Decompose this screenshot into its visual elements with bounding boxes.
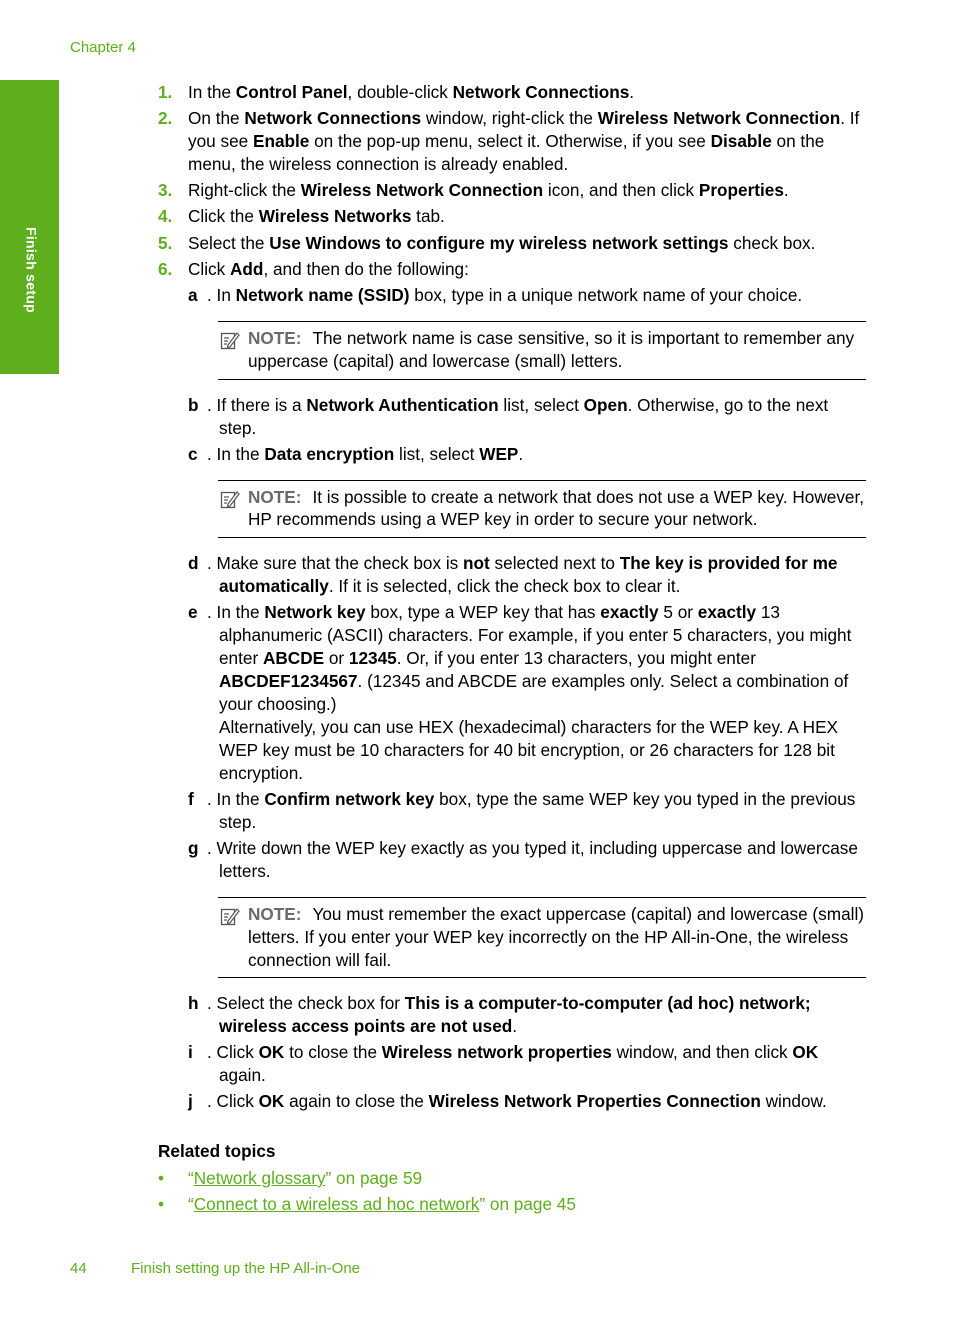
- step-number: 6.: [158, 259, 173, 280]
- substep-e: e . In the Network key box, type a WEP key that has exactly 5 or exactly 13 alphanumeric (ASCII) characters. For example, if you enter 5 characters, you might enter ABCDE or 12345. Or, if you enter 13 characters, you might enter ABCDEF1234567. (12345 and ABCDE are examples only. Select a combination of your choosing.) Alternatively, you can use HEX (hexadecimal) characters for the WEP key. A HEX WEP key must be 10 characters for 40 bit encryption, or 26 characters for 128 bit encryption.: [158, 601, 866, 784]
- bullet: •: [158, 1168, 165, 1189]
- note-pencil-icon: [220, 489, 240, 509]
- step-2: 2. On the Network Connections window, right-click the Wireless Network Connection. If you see Enable on the pop-up menu, select it. Otherwise, if you see Disable on the menu, the wireless connection is already enabled.: [158, 108, 860, 174]
- substep-letter: i: [188, 1042, 193, 1063]
- substep-letter: e: [188, 602, 198, 623]
- side-tab: [0, 80, 59, 374]
- chapter-header: Chapter 4: [70, 39, 136, 56]
- note-label: NOTE:: [248, 486, 302, 507]
- substep-letter: a: [188, 285, 198, 306]
- page-number: 44: [70, 1260, 87, 1277]
- substep-d: d . Make sure that the check box is not selected next to The key is provided for me automatically. If it is selected, click the check box to clear it.: [188, 553, 838, 597]
- related-item: • “Network glossary” on page 59: [158, 1168, 423, 1189]
- substep-letter: f: [188, 789, 194, 810]
- step-1: 1. In the Control Panel, double-click Network Connections.: [158, 82, 635, 102]
- substep-letter: j: [188, 1091, 193, 1112]
- step-4: 4. Click the Wireless Networks tab.: [158, 206, 445, 227]
- step-number: 4.: [158, 206, 173, 227]
- note-label: NOTE:: [248, 903, 302, 924]
- substep-e-paragraph-2: Alternatively, you can use HEX (hexadecimal) characters for the WEP key. A HEX WEP key must be 10 characters for 40 bit encryption, or 26 characters for 128 bit encryption.: [219, 717, 839, 783]
- substep-c: c . In the Data encryption list, select WEP.: [188, 443, 524, 464]
- related-item: • “Connect to a wireless ad hoc network” on page 45: [158, 1194, 576, 1215]
- main-content: [158, 81, 866, 1220]
- step-number: 2.: [158, 108, 173, 129]
- substep-letter: g: [188, 838, 199, 859]
- substep-letter: d: [188, 553, 199, 574]
- note-pencil-icon: [220, 330, 240, 350]
- note-box: [218, 480, 866, 539]
- step-number: 1.: [158, 82, 173, 102]
- note-text: It is possible to create a network that does not use a WEP key. However, HP recommends using a WEP key in order to secure your network.: [248, 486, 865, 530]
- step-5: 5. Select the Use Windows to configure my wireless network settings check box.: [158, 232, 816, 253]
- step-number: 5.: [158, 232, 173, 253]
- footer-title: Finish setting up the HP All-in-One: [131, 1260, 361, 1277]
- step-number: 3.: [158, 180, 173, 201]
- page-footer: [70, 1258, 360, 1281]
- step-3: 3. Right-click the Wireless Network Connection icon, and then click Properties.: [158, 180, 789, 201]
- adhoc-network-link[interactable]: Connect to a wireless ad hoc network: [193, 1194, 480, 1215]
- note-label: NOTE:: [248, 328, 302, 349]
- related-topics-heading: Related topics: [158, 1141, 276, 1162]
- substep-letter: b: [188, 394, 199, 415]
- substep-h: h . Select the check box for This is a computer-to-computer (ad hoc) network; wireless access points are not used.: [188, 993, 811, 1037]
- substep-b: b . If there is a Network Authentication list, select Open. Otherwise, go to the next step.: [188, 394, 829, 438]
- bullet: •: [158, 1194, 165, 1215]
- step-6: 6. Click Add, and then do the following:: [158, 259, 469, 280]
- substep-letter: c: [188, 443, 198, 464]
- network-glossary-link[interactable]: Network glossary: [193, 1168, 326, 1189]
- note-box: [218, 321, 866, 380]
- substep-j: j . Click OK again to close the Wireless Network Properties Connection window.: [188, 1091, 827, 1112]
- note-text: You must remember the exact uppercase (capital) and lowercase (small) letters. If you enter your WEP key incorrectly on the HP All-in-One, the wireless connection will fail.: [248, 903, 864, 970]
- note-text: The network name is case sensitive, so it is important to remember any uppercase (capital) and lowercase (small) letters.: [248, 328, 855, 371]
- side-tab-label: Finish setup: [23, 226, 40, 314]
- substep-g: g . Write down the WEP key exactly as you typed it, including uppercase and lowercase letters.: [188, 838, 858, 882]
- substep-letter: h: [188, 993, 199, 1014]
- note-pencil-icon: [220, 906, 240, 926]
- note-box: [218, 897, 866, 978]
- substep-i: i . Click OK to close the Wireless network properties window, and then click OK again.: [188, 1042, 819, 1086]
- substep-a: a . In Network name (SSID) box, type in a unique network name of your choice.: [188, 285, 803, 306]
- substep-f: f . In the Confirm network key box, type the same WEP key you typed in the previous step.: [188, 789, 856, 833]
